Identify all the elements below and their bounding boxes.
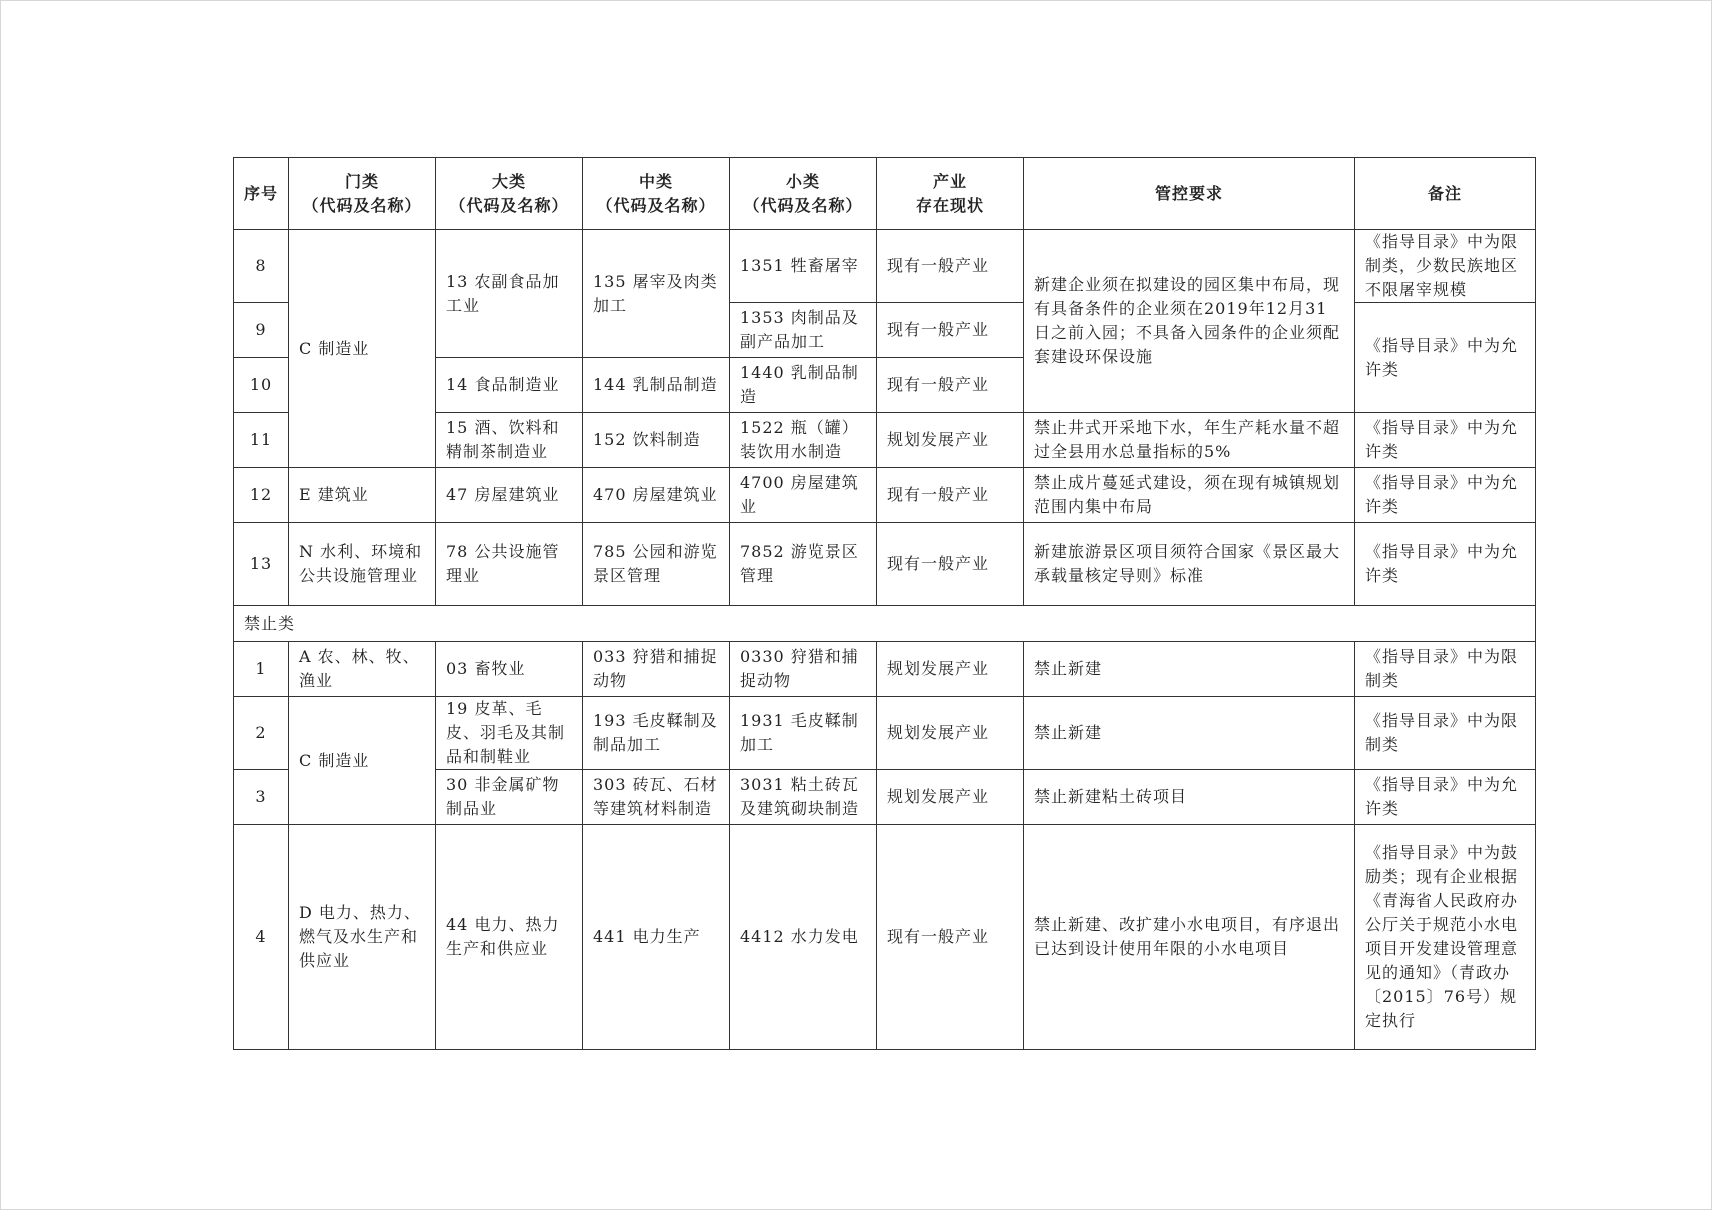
menlei-cell: N 水利、环境和公共设施管理业 — [289, 523, 436, 606]
row-number: 12 — [234, 468, 289, 523]
status-cell: 规划发展产业 — [877, 642, 1024, 697]
note-cell: 《指导目录》中为允许类 — [1355, 413, 1536, 468]
table-row — [234, 230, 1536, 303]
xiaolei-cell: 7852 游览景区管理 — [730, 523, 877, 606]
table-row — [234, 523, 1536, 606]
dalei-cell: 47 房屋建筑业 — [436, 468, 583, 523]
zhonglei-cell: 144 乳制品制造 — [583, 358, 730, 413]
control-cell: 禁止新建 — [1024, 697, 1355, 770]
status-cell: 现有一般产业 — [877, 523, 1024, 606]
xiaolei-cell: 4700 房屋建筑业 — [730, 468, 877, 523]
section-row — [234, 606, 1536, 642]
dalei-cell: 30 非金属矿物制品业 — [436, 770, 583, 825]
row-number: 10 — [234, 358, 289, 413]
row-number: 13 — [234, 523, 289, 606]
xiaolei-cell: 1353 肉制品及副产品加工 — [730, 303, 877, 358]
row-number: 1 — [234, 642, 289, 697]
note-cell: 《指导目录》中为允许类 — [1355, 770, 1536, 825]
dalei-cell: 19 皮革、毛皮、羽毛及其制品和制鞋业 — [436, 697, 583, 770]
row-number: 4 — [234, 825, 289, 1050]
menlei-cell: D 电力、热力、燃气及水生产和供应业 — [289, 825, 436, 1050]
xiaolei-cell: 1522 瓶（罐）装饮用水制造 — [730, 413, 877, 468]
zhonglei-cell: 785 公园和游览景区管理 — [583, 523, 730, 606]
status-cell: 现有一般产业 — [877, 825, 1024, 1050]
status-cell: 现有一般产业 — [877, 468, 1024, 523]
note-cell: 《指导目录》中为限制类 — [1355, 697, 1536, 770]
header-menlei: 门类 （代码及名称） — [289, 158, 436, 230]
header-control: 管控要求 — [1024, 158, 1355, 230]
control-cell: 新建旅游景区项目须符合国家《景区最大承载量核定导则》标准 — [1024, 523, 1355, 606]
note-cell: 《指导目录》中为限制类 — [1355, 642, 1536, 697]
header-no: 序号 — [234, 158, 289, 230]
status-cell: 现有一般产业 — [877, 230, 1024, 303]
dalei-cell: 13 农副食品加工业 — [436, 230, 583, 358]
row-number: 9 — [234, 303, 289, 358]
note-cell: 《指导目录》中为限制类，少数民族地区不限屠宰规模 — [1355, 230, 1536, 303]
table-row — [234, 468, 1536, 523]
menlei-cell: C 制造业 — [289, 230, 436, 468]
status-cell: 规划发展产业 — [877, 697, 1024, 770]
zhonglei-cell: 470 房屋建筑业 — [583, 468, 730, 523]
status-cell: 规划发展产业 — [877, 770, 1024, 825]
dalei-cell: 14 食品制造业 — [436, 358, 583, 413]
row-number: 3 — [234, 770, 289, 825]
table-row — [234, 697, 1536, 770]
control-cell: 禁止成片蔓延式建设，须在现有城镇规划范围内集中布局 — [1024, 468, 1355, 523]
note-cell: 《指导目录》中为允许类 — [1355, 468, 1536, 523]
xiaolei-cell: 3031 粘土砖瓦及建筑砌块制造 — [730, 770, 877, 825]
zhonglei-cell: 193 毛皮鞣制及制品加工 — [583, 697, 730, 770]
note-cell: 《指导目录》中为鼓励类；现有企业根据《青海省人民政府办公厅关于规范小水电项目开发建设管理意见的通知》（青政办〔2015〕76号）规定执行 — [1355, 825, 1536, 1050]
note-cell: 《指导目录》中为允许类 — [1355, 523, 1536, 606]
header-zhonglei: 中类 （代码及名称） — [583, 158, 730, 230]
menlei-cell: C 制造业 — [289, 697, 436, 825]
zhonglei-cell: 033 狩猎和捕捉动物 — [583, 642, 730, 697]
menlei-cell: A 农、林、牧、渔业 — [289, 642, 436, 697]
status-cell: 现有一般产业 — [877, 358, 1024, 413]
row-number: 8 — [234, 230, 289, 303]
control-cell: 禁止新建粘土砖项目 — [1024, 770, 1355, 825]
control-cell: 禁止井式开采地下水，年生产耗水量不超过全县用水总量指标的5% — [1024, 413, 1355, 468]
zhonglei-cell: 152 饮料制造 — [583, 413, 730, 468]
xiaolei-cell: 1351 牲畜屠宰 — [730, 230, 877, 303]
row-number: 2 — [234, 697, 289, 770]
industry-control-table — [233, 157, 1536, 1050]
row-number: 11 — [234, 413, 289, 468]
zhonglei-cell: 303 砖瓦、石材等建筑材料制造 — [583, 770, 730, 825]
xiaolei-cell: 1440 乳制品制造 — [730, 358, 877, 413]
dalei-cell: 78 公共设施管理业 — [436, 523, 583, 606]
header-xiaolei: 小类 （代码及名称） — [730, 158, 877, 230]
section-title-forbidden: 禁止类 — [234, 606, 1536, 642]
note-cell: 《指导目录》中为允许类 — [1355, 303, 1536, 413]
status-cell: 规划发展产业 — [877, 413, 1024, 468]
control-cell: 禁止新建、改扩建小水电项目，有序退出已达到设计使用年限的小水电项目 — [1024, 825, 1355, 1050]
table-row — [234, 825, 1536, 1050]
dalei-cell: 44 电力、热力生产和供应业 — [436, 825, 583, 1050]
dalei-cell: 15 酒、饮料和精制茶制造业 — [436, 413, 583, 468]
table-header-row — [234, 158, 1536, 230]
header-note: 备注 — [1355, 158, 1536, 230]
menlei-cell: E 建筑业 — [289, 468, 436, 523]
control-cell: 新建企业须在拟建设的园区集中布局，现有具备条件的企业须在2019年12月31日之前入园；不具备入园条件的企业须配套建设环保设施 — [1024, 230, 1355, 413]
header-dalei: 大类 （代码及名称） — [436, 158, 583, 230]
xiaolei-cell: 1931 毛皮鞣制加工 — [730, 697, 877, 770]
xiaolei-cell: 4412 水力发电 — [730, 825, 877, 1050]
dalei-cell: 03 畜牧业 — [436, 642, 583, 697]
zhonglei-cell: 441 电力生产 — [583, 825, 730, 1050]
zhonglei-cell: 135 屠宰及肉类加工 — [583, 230, 730, 358]
status-cell: 现有一般产业 — [877, 303, 1024, 358]
header-status: 产业 存在现状 — [877, 158, 1024, 230]
control-cell: 禁止新建 — [1024, 642, 1355, 697]
xiaolei-cell: 0330 狩猎和捕捉动物 — [730, 642, 877, 697]
table-row — [234, 642, 1536, 697]
